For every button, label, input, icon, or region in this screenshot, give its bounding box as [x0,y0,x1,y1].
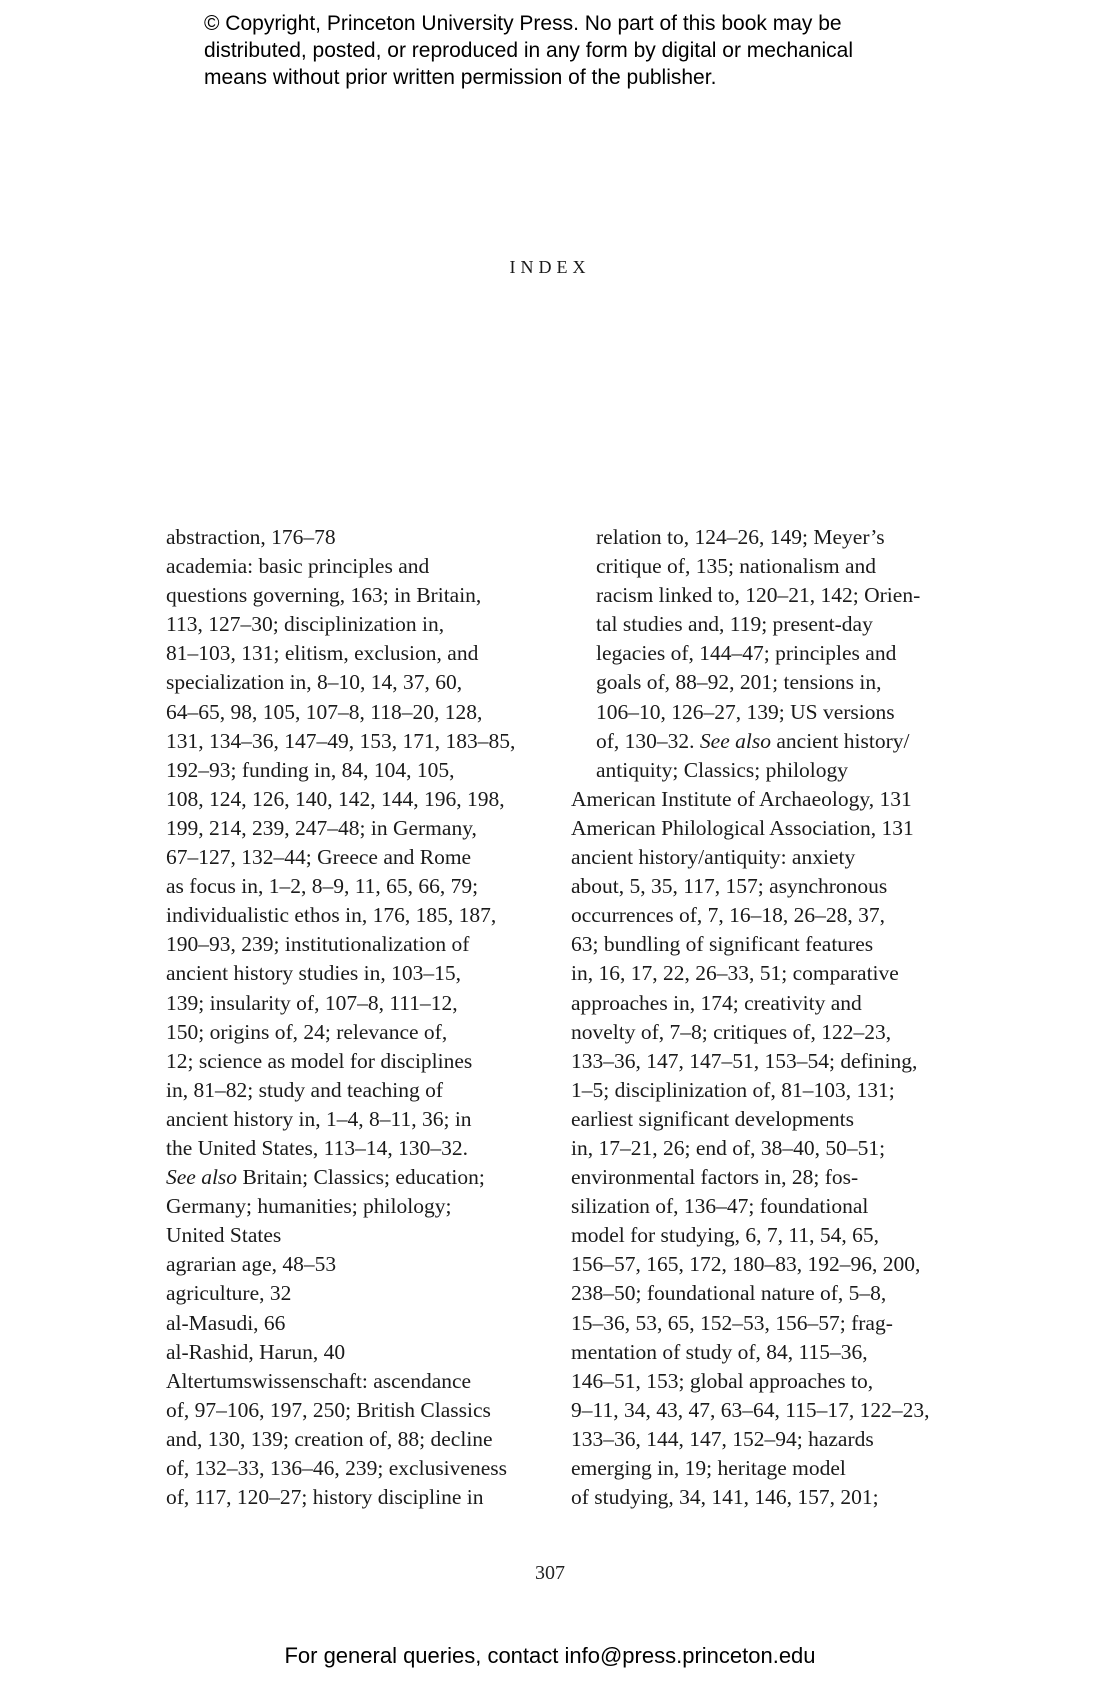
index-entry-line: American Institute of Archaeology, 131 [571,786,912,811]
index-entry-line: 192–93; funding in, 84, 104, 105, [166,757,455,782]
index-entry-line: of, 132–33, 136–46, 239; exclusiveness [166,1456,507,1480]
index-entry-line: earliest significant developments [571,1106,854,1131]
index-entry-line: See also Britain; Classics; education; [166,1165,485,1190]
index-entry-line: silization of, 136–47; foundational [571,1194,869,1219]
index-entry [166,552,586,1250]
index-entry-line: as focus in, 1–2, 8–9, 11, 65, 66, 79; [166,874,479,899]
index-entry [571,843,991,1512]
index-entry-line: novelty of, 7–8; critiques of, 122–23, [571,1019,892,1044]
index-entry-line: in, 16, 17, 22, 26–33, 51; comparative [571,961,899,986]
index-entry-line: occurrences of, 7, 16–18, 26–28, 37, [571,903,886,928]
index-entry-line: 156–57, 165, 172, 180–83, 192–96, 200, [571,1252,921,1277]
index-entry [166,1250,586,1279]
index-entry [166,523,586,552]
index-entry-line: 81–103, 131; elitism, exclusion, and [166,641,479,666]
index-entry-line: 238–50; foundational nature of, 5–8, [571,1281,887,1306]
index-entry-line: Altertumswissenschaft: ascendance [166,1368,472,1393]
footer-contact: For general queries, contact info@press.princeton.edu [284,1643,816,1668]
index-entry-line: critique of, 135; nationalism and [596,554,877,579]
index-entry-line: 150; origins of, 24; relevance of, [166,1019,448,1044]
index-entry-line: 12; science as model for disciplines [166,1048,473,1073]
index-entry-line: 131, 134–36, 147–49, 153, 171, 183–85, [166,728,516,753]
copyright-line: © Copyright, Princeton University Press. No part of this book may be [204,12,842,35]
index-entry-line: legacies of, 144–47; principles and [596,641,897,666]
index-entry-line: 106–10, 126–27, 139; US versions [596,699,895,724]
index-entry-line: model for studying, 6, 7, 11, 54, 65, [571,1223,879,1248]
index-entry-line: al-Masudi, 66 [166,1310,286,1335]
index-entry-line: 63; bundling of significant features [571,932,874,957]
index-entry-line: about, 5, 35, 117, 157; asynchronous [571,874,888,899]
index-entry-line: 9–11, 34, 43, 47, 63–64, 115–17, 122–23, [571,1397,930,1422]
see-also-label: See also [699,728,771,753]
index-entry-line: the United States, 113–14, 130–32. [166,1135,468,1160]
index-entry [166,1279,586,1308]
index-entry-line: individualistic ethos in, 176, 185, 187, [166,903,497,928]
index-entry-line: 1–5; disciplinization of, 81–103, 131; [571,1077,895,1102]
index-entry-line: emerging in, 19; heritage model [571,1456,846,1480]
index-entry-line: in, 81–82; study and teaching of [166,1077,444,1102]
index-entry-continuation [571,523,991,785]
index-entry-line: 133–36, 147, 147–51, 153–54; defining, [571,1048,918,1073]
index-entry [166,1338,586,1367]
see-also-label: See also [166,1165,238,1190]
index-entry-line: ancient history/antiquity: anxiety [571,845,856,870]
index-entry-line: specialization in, 8–10, 14, 37, 60, [166,670,463,695]
index-entry-line: 108, 124, 126, 140, 142, 144, 196, 198, [166,786,505,811]
index-entry-line: of, 97–106, 197, 250; British Classics [166,1397,491,1422]
index-entry-line: Germany; humanities; philology; [166,1194,452,1219]
index-entry-line: in, 17–21, 26; end of, 38–40, 50–51; [571,1135,886,1160]
index-entry-line: and, 130, 139; creation of, 88; decline [166,1426,493,1451]
index-entry-line: American Philological Association, 131 [571,815,914,840]
index-entry-line: racism linked to, 120–21, 142; Orien- [596,583,921,608]
index-entry [571,785,991,814]
index-entry-line: 190–93, 239; institutionalization of [166,932,470,957]
copyright-line: distributed, posted, or reproduced in any form by digital or mechanical [204,39,854,62]
copyright-line: means without prior written permission of the publisher. [204,66,717,89]
index-entry [166,1367,586,1512]
index-entry-line: al-Rashid, Harun, 40 [166,1339,346,1364]
index-entry-line: environmental factors in, 28; fos- [571,1165,859,1190]
index-entry-line: 15–36, 53, 65, 152–53, 156–57; frag- [571,1310,893,1335]
index-entry-line: antiquity; Classics; philology [596,757,849,782]
index-entry-line: questions governing, 163; in Britain, [166,583,482,608]
index-entry-line: approaches in, 174; creativity and [571,990,862,1015]
index-entry-line: 113, 127–30; disciplinization in, [166,612,445,637]
index-entry-line: tal studies and, 119; present-day [596,612,873,637]
index-entry-line: of studying, 34, 141, 146, 157, 201; [571,1485,879,1510]
index-entry-line: agriculture, 32 [166,1281,292,1306]
page-number: 307 [535,1562,565,1584]
index-entry-line: 67–127, 132–44; Greece and Rome [166,845,472,870]
index-entry [166,1309,586,1338]
index-column-right [571,523,991,1512]
index-entry-line: United States [166,1223,282,1248]
index-entry [571,814,991,843]
index-entry-line: mentation of study of, 84, 115–36, [571,1339,868,1364]
index-entry-line: 199, 214, 239, 247–48; in Germany, [166,815,477,840]
index-entry-line: ancient history in, 1–4, 8–11, 36; in [166,1106,472,1131]
index-entry-line: abstraction, 176–78 [166,525,336,549]
index-entry-line: relation to, 124–26, 149; Meyer’s [596,525,885,549]
copyright-notice [204,10,964,91]
index-entry-line: of, 130–32. See also ancient history/ [596,728,910,753]
index-entry-line: goals of, 88–92, 201; tensions in, [596,670,882,695]
index-entry-line: 139; insularity of, 107–8, 111–12, [166,990,458,1015]
index-entry-line: academia: basic principles and [166,554,430,579]
index-column-left [166,523,586,1512]
page-heading: index [509,252,591,279]
index-entry-line: of, 117, 120–27; history discipline in [166,1485,484,1510]
index-entry-line: ancient history studies in, 103–15, [166,961,461,986]
index-entry-line: 133–36, 144, 147, 152–94; hazards [571,1426,874,1451]
index-entry-line: agrarian age, 48–53 [166,1252,337,1277]
index-entry-line: 64–65, 98, 105, 107–8, 118–20, 128, [166,699,483,724]
index-entry-line: 146–51, 153; global approaches to, [571,1368,874,1393]
